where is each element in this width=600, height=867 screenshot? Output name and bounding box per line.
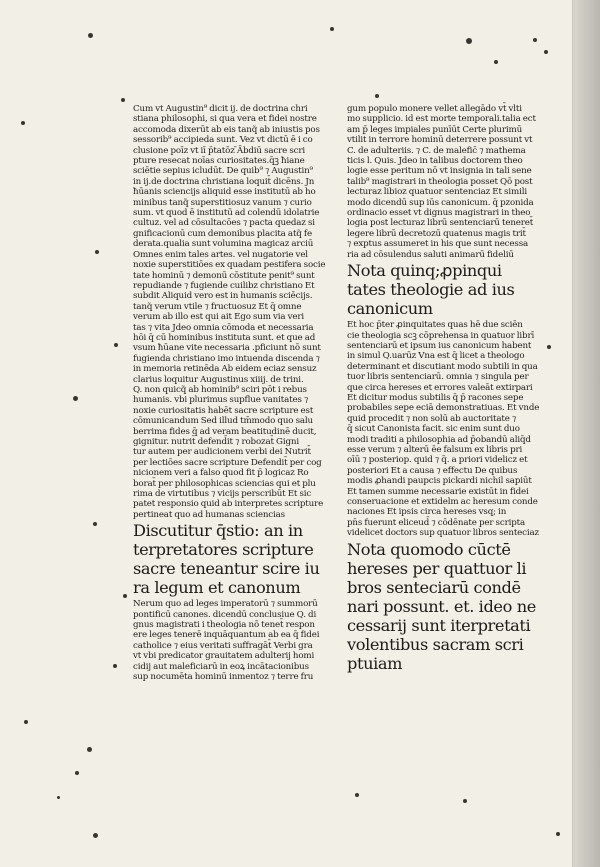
wormhole	[93, 833, 98, 838]
wormhole	[123, 594, 127, 598]
right-column	[347, 104, 551, 675]
wormhole	[21, 121, 25, 125]
wormhole	[95, 250, 99, 254]
wormhole	[113, 664, 117, 668]
wormhole	[87, 747, 92, 752]
left-paragraph-1: Cum vt Augustin⁹ dicit ij. de doctrina chri stiana philosophi, si qua vera et fidei nostre accomoda dixerūt ab eis tanq̃ ab iniustis pos sessorib⁹ accipieda sunt. Vez vt dictū ē i co clusione poīz vt iī p̄tatōz ̄Ābdiū sacre scri pture resecat noīas curiositates.q̄ꝫ ħiane sciētie sepius icludūt. De quib⁹ ⁊ Augustin⁹ in ij.de doctrina christiana loquit̄ dicēns. Jn ħūanis sciencijs aliquid esse institutū ab ho minibus tanq̃ superstitiosuz vanum ⁊ curio sum. vt quod ē institutū ad colendū idolatrie cultuz. vel ad cōsultacōes ⁊ pacta quedaz si gnificacionū cum demonibus placita atq̃ fe derata.qualia sunt volumina magicaz arciū Omnes enim tales artes. vel nugatorie vel noxie superstitiōes ex quadam pestifera socie tate hominū ⁊ demonū cōstitute penit⁹ sunt repudiande ⁊ fugiende cuilibz christiano Et subdit Aliquid vero est in humanis sciēcijs. tanq̃ verum vtile ⁊ fructuosuz Et q̄ omne verum ab illo est qui ait Ego sum via veri tas ⁊ vita Jdeo omnia cōmoda et necessaria hōi q̄ cū hominibus instituta sunt. et que ad vsum ħūane vite necessaria .pficiunt nō sunt fugienda christiano imo intuenda discenda ⁊ in memoria retinēda Ab eidem eciaz sensuz clarius loquitur Augustinus xiiij. de trini. Q. non quicq̃ ab hominib⁹ sciri pōt i rebus humanis. vbi plurimus supflue vanitates ⁊ noxie curiositatis habēt sacre scripture est cōmunicandum Sed illud tm̄modo quo salu berrima fides q̄ ad veram beatitudinē ducit, gignitur. nutrit̄ defend̄it ⁊ robozat̄ Gigni tur autem per audicionem verbi dei Nutrit̄ per lectiōes sacre scripture Defendit̄ per cog nicionem veri a falso quod fit p̄ logicaz Ro borat̄ per philosophicas sciencias qui et plu rima de virtutibus ⁊ vicijs perscribūt Et sic patet responsio quid ab interpretes scripture pertineat quo ad humanas sciencias	[133, 104, 326, 520]
left-heading: Discutitur q̄stio: an in terpretatores scripture sacre teneantur scire iu ra legum et canonum	[133, 521, 320, 598]
wormhole	[463, 799, 467, 803]
wormhole	[24, 720, 28, 724]
wormhole	[494, 60, 498, 64]
wormhole	[466, 38, 472, 44]
left-column	[133, 104, 339, 683]
wormhole	[375, 94, 379, 98]
wormhole	[355, 793, 359, 797]
wormhole	[556, 832, 560, 836]
wormhole	[544, 50, 548, 54]
wormhole	[73, 396, 78, 401]
wormhole	[93, 522, 97, 526]
right-paragraph-1: gum populo monere vellet allegādo vt̄ vlti mo supplicio. id est morte temporali.talia ect am p̄ leges impiales punīūt Certe plurimū vtilit̄ in terrore hominū deterrere possunt vt C. de adulteriis. ⁊ C. de malefic̄ ⁊ mathema ticis l. Quis. Jdeo in talibus doctorem theo logie esse peritum nō vt insignia in tali sene talib⁹ magistrari in theologia posset Qō post lecturaz libioz quatuor sentenciaz Et simili modo dicendū sup iūs canonicum. q̄ pzonida ordinacio esset vt dignus magistrari in theo logia post lecturaz librū sentenciarū teneret̄ legere librū decretozū quatenus magis trit̄ ⁊ exptus assumeret in his que sunt necessa ria ad cōsulendus saluti animarū fideliū	[347, 104, 536, 260]
right-paragraph-2: Et hoc p̄ter ꝓinquitates quas hē due sciēn cie theologia scꝫ cōprehensa in quatuor librī sentenciarū et ipsum ius canonicum habent in simul Q.uarūz Vna est q̄ licet a theologo determinant et discutiant modo subtili in qua tuor libris sentenciarū. omnia ⁊ singula per que circa hereses et errores valeāt extirpari Et dicitur modus subtilis q̄ p̄ racones sepe probabiles sepe eciā demonstratiuas. Et vnde quid procedit ⁊ non solū ab auctoritate ⁊ q̄ sicut Canonista facit. sic enim sunt duo modi traditi a philosophia ad p̄obandū aliq̄d esse verum ⁊ alterū ēe falsum ex libris pri oīū ⁊ posteriop. quid ⁊ q̄. a priori videlicz et posteriori Et a causa ⁊ effectu De quibus modis ꝓhandi paupcis pickardi nichil sapiūt Et tamen summe necessarie existūt in fidei conseruacione et extidelm ac heresum conde naciones Et ipsis circa hereses vsq; in pn̄s fuerunt eliceud̄ ⁊ cōdēnate per scripta videlicet doctors sup quatuor libros senteciaz	[347, 320, 540, 539]
wormhole	[121, 98, 125, 102]
book-gutter	[572, 0, 600, 867]
right-heading-2: Nota quomodo cūctē hereses per quattuor li bros senteciarū condē nari possunt. et. ideo ne cessarij sunt iterpretati volentibus sacram scri ptuiam	[347, 539, 536, 673]
wormhole	[88, 33, 93, 38]
wormhole	[114, 343, 118, 347]
wormhole	[533, 38, 537, 42]
wormhole	[57, 796, 60, 799]
wormhole	[330, 27, 334, 31]
wormhole	[547, 345, 551, 349]
left-paragraph-2: Nerum quo ad leges imperatorū ⁊ summorū pontificū canones. dicendū conclusiue Q. di gnus magistrati i theologia nō tenet̄ respon ere leges tenerē inquāquantum ab ea q̄ fidei catholice ⁊ eius veritati suffragāt̄ Verbi gra vt vbi predicator grauitatem adulterij homi cidij aut maleficiarū in eoꝝ incātacionibus sup nocumēta hominū inmentoz ⁊ terre fru	[133, 599, 320, 683]
right-heading-1: Nota quinq;ꝓpinqui tates theologie ad ius canonicum	[347, 261, 515, 319]
wormhole	[75, 771, 79, 775]
